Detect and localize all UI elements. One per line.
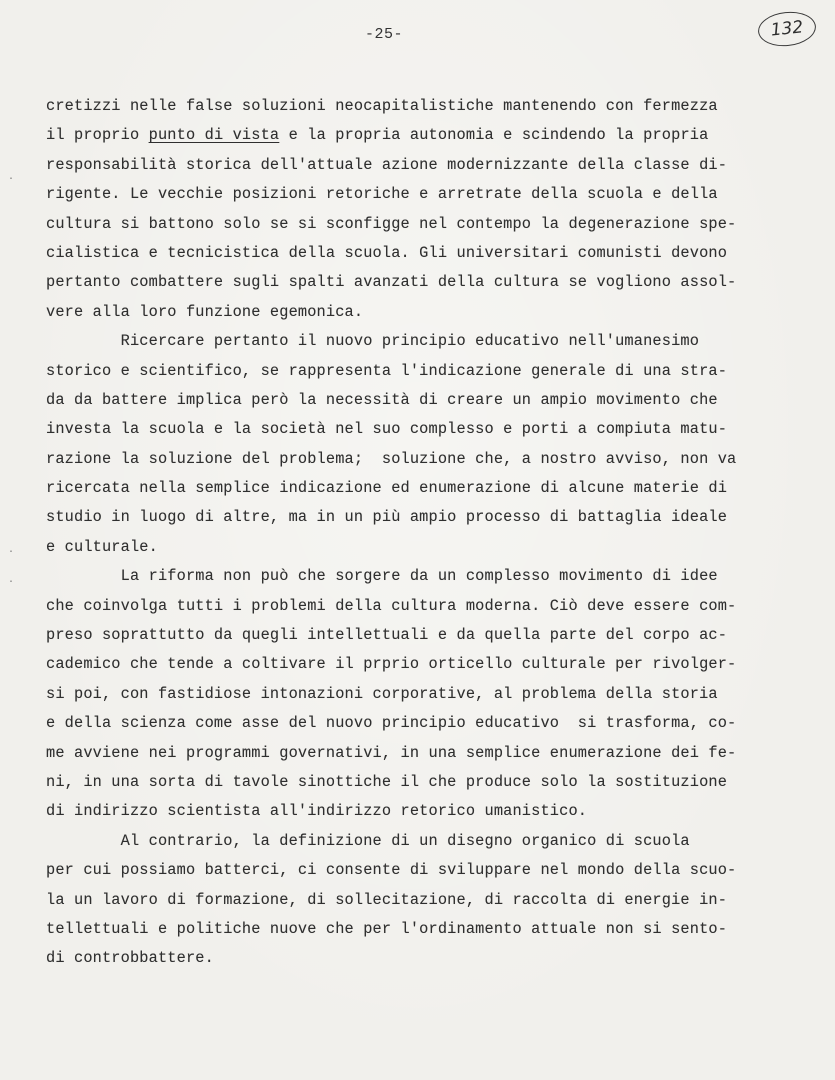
text-line xyxy=(46,121,816,150)
text-line: responsabilità storica dell'attuale azione modernizzante della classe di- xyxy=(46,155,728,174)
text-line: Al contrario, la definizione di un disegno organico di scuola xyxy=(46,831,690,850)
text-line: pertanto combattere sugli spalti avanzati della cultura se vogliono assol- xyxy=(46,273,737,292)
text-line: rigente. Le vecchie posizioni retoriche e arretrate della scuola e della xyxy=(46,185,718,204)
text-line: si poi, con fastidiose intonazioni corporative, al problema della storia xyxy=(46,684,718,703)
text-line: e culturale. xyxy=(46,537,158,556)
typed-text-body xyxy=(46,92,816,974)
margin-mark: . xyxy=(8,172,15,183)
text-line: che coinvolga tutti i problemi della cultura moderna. Ciò deve essere com- xyxy=(46,596,737,615)
margin-mark: . xyxy=(8,575,15,586)
text-line: cretizzi nelle false soluzioni neocapitalistiche mantenendo con fermezza xyxy=(46,97,718,115)
page-number: -25- xyxy=(365,26,404,43)
text-line: razione la soluzione del problema; soluzione che, a nostro avviso, non va xyxy=(46,449,737,468)
margin-mark: . xyxy=(8,545,15,556)
text-line: Ricercare pertanto il nuovo principio educativo nell'umanesimo xyxy=(46,332,700,351)
text-line: La riforma non può che sorgere da un complesso movimento di idee xyxy=(46,567,718,586)
text-line: tellettuali e politiche nuove che per l'ordinamento attuale non si sento- xyxy=(46,919,728,938)
text-line: studio in luogo di altre, ma in un più ampio processo di battaglia ideale xyxy=(46,508,728,527)
text-fragment: e la propria autonomia e scindendo la propria xyxy=(279,126,709,145)
text-line: e della scienza come asse del nuovo principio educativo si trasforma, co- xyxy=(46,714,737,733)
text-line: preso soprattutto da quegli intellettuali e da quella parte del corpo ac- xyxy=(46,626,728,645)
text-line: di controbbattere. xyxy=(46,949,214,968)
text-line: di indirizzo scientista all'indirizzo retorico umanistico. xyxy=(46,802,588,821)
text-fragment: il proprio xyxy=(46,126,149,145)
text-line: cialistica e tecnicistica della scuola. Gli universitari comunisti devono xyxy=(46,243,728,262)
text-line: la un lavoro di formazione, di sollecitazione, di raccolta di energie in- xyxy=(46,890,728,909)
text-line: cademico che tende a coltivare il prprio orticello culturale per rivolger- xyxy=(46,655,737,674)
archive-number-stamp xyxy=(756,9,817,49)
text-line: per cui possiamo batterci, ci consente di sviluppare nel mondo della scuo- xyxy=(46,861,737,880)
archive-number: 132 xyxy=(769,17,805,41)
text-line: me avviene nei programmi governativi, in una semplice enumerazione dei fe- xyxy=(46,743,737,762)
text-line: vere alla loro funzione egemonica. xyxy=(46,302,364,321)
underlined-phrase: punto di vista xyxy=(148,126,280,145)
text-line: investa la scuola e la società nel suo complesso e porti a compiuta matu- xyxy=(46,420,728,439)
text-line: ricercata nella semplice indicazione ed enumerazione di alcune materie di xyxy=(46,479,728,498)
text-line: storico e scientifico, se rappresenta l'indicazione generale di una stra- xyxy=(46,361,728,380)
text-line: ni, in una sorta di tavole sinottiche il che produce solo la sostituzione xyxy=(46,772,728,791)
text-line: cultura si battono solo se si sconfigge nel contempo la degenerazione spe- xyxy=(46,214,737,233)
text-line: da da battere implica però la necessità di creare un ampio movimento che xyxy=(46,390,718,409)
